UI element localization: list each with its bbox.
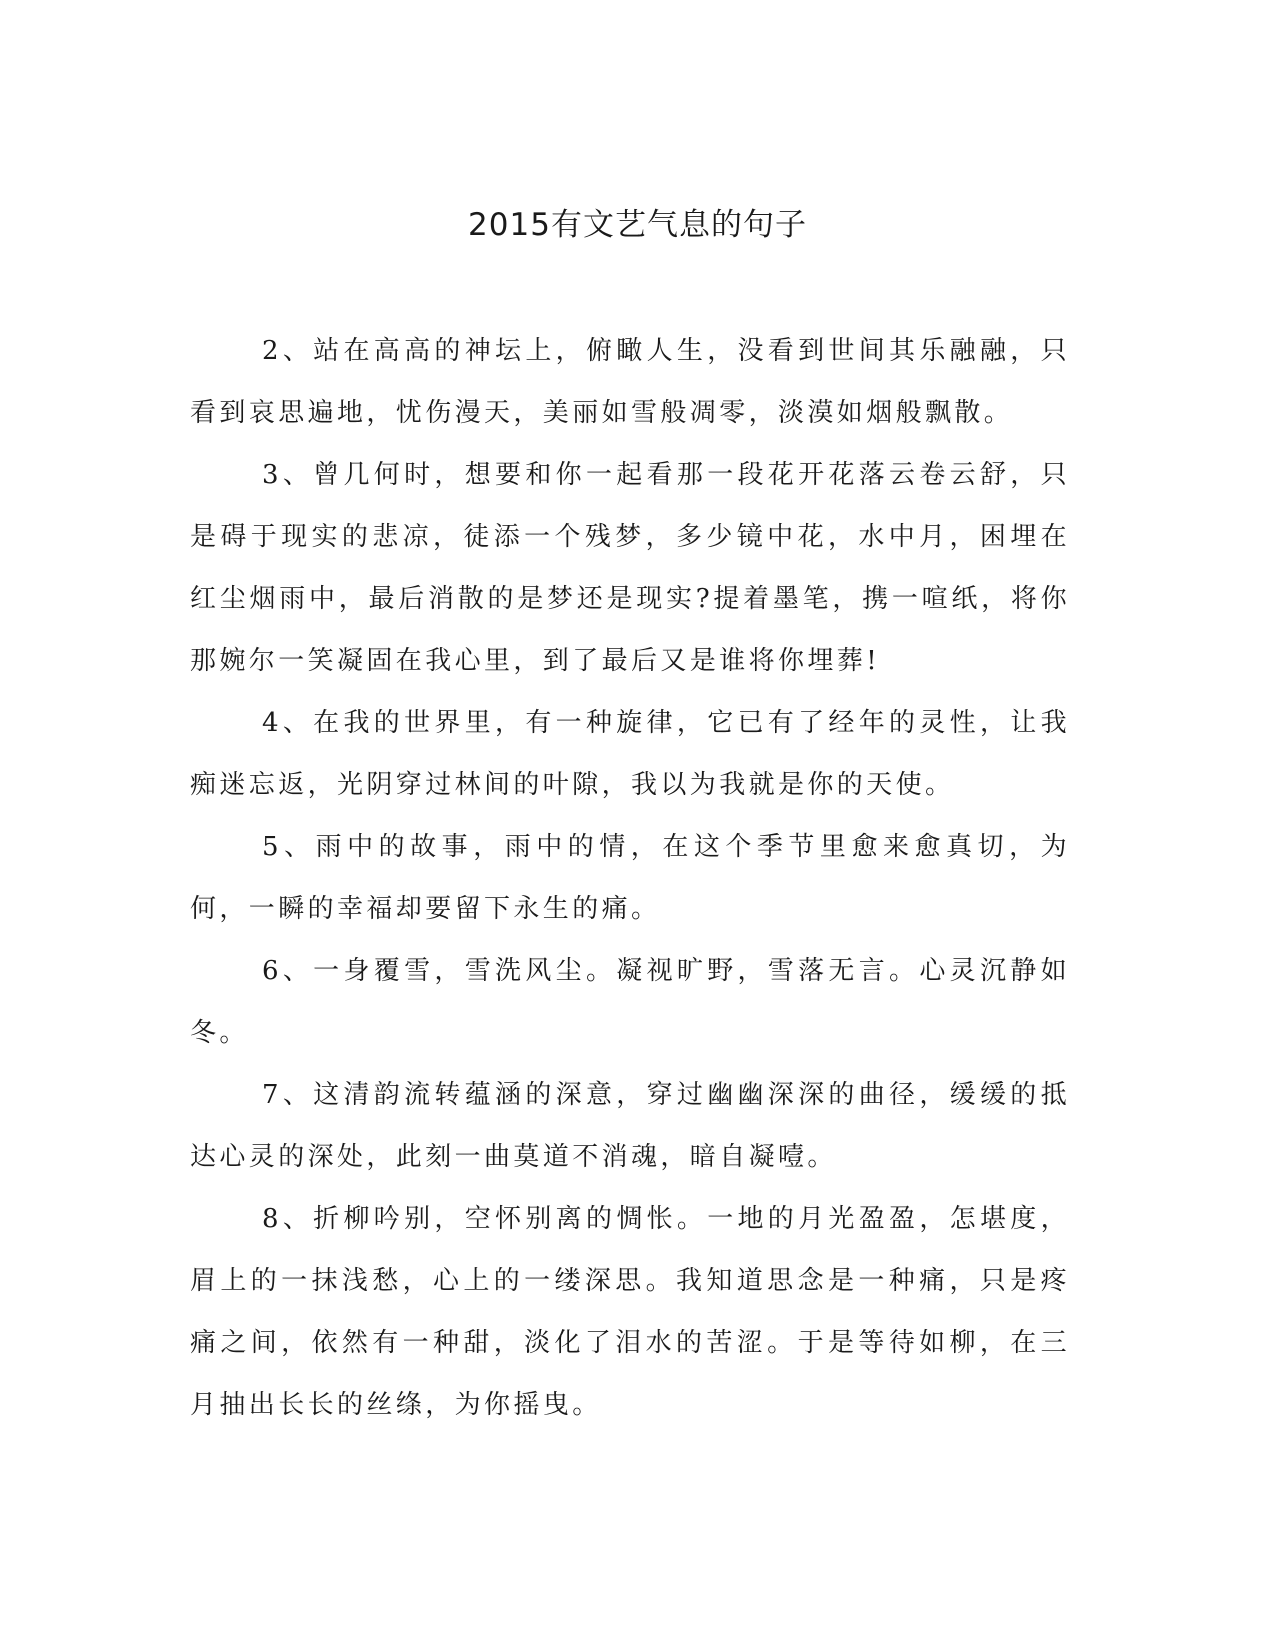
paragraph-8: 8、折柳吟别，空怀别离的惆怅。一地的月光盈盈，怎堪度，眉上的一抹浅愁，心上的一缕深思。我知道思念是一种痛，只是疼痛之间，依然有一种甜，淡化了泪水的苦涩。于是等待如柳，在三月抽出长长的丝绦，为你摇曳。 [190, 1204, 1070, 1420]
paragraph-4: 4、在我的世界里，有一种旋律，它已有了经年的灵性，让我痴迷忘返，光阴穿过林间的叶隙，我以为我就是你的天使。 [190, 708, 1070, 800]
paragraph-2: 2、站在高高的神坛上，俯瞰人生，没看到世间其乐融融，只看到哀思遍地，忧伤漫天，美丽如雪般凋零，淡漠如烟般飘散。 [190, 336, 1070, 428]
paragraph-6: 6、一身覆雪，雪洗风尘。凝视旷野，雪落无言。心灵沉静如冬。 [190, 956, 1070, 1048]
paragraph-7: 7、这清韵流转蕴涵的深意，穿过幽幽深深的曲径，缓缓的抵达心灵的深处，此刻一曲莫道不消魂，暗自凝噎。 [190, 1080, 1070, 1172]
document-title: 2015有文艺气息的句子 [468, 207, 807, 243]
paragraph-3: 3、曾几何时，想要和你一起看那一段花开花落云卷云舒，只是碍于现实的悲凉，徒添一个残梦，多少镜中花，水中月，困埋在红尘烟雨中，最后消散的是梦还是现实?提着墨笔，携一喧纸，将你那婉尔一笑凝固在我心里，到了最后又是谁将你埋葬! [190, 460, 1070, 676]
paragraph-5: 5、雨中的故事，雨中的情，在这个季节里愈来愈真切，为何，一瞬的幸福却要留下永生的痛。 [190, 832, 1070, 924]
document-body [190, 320, 1070, 1436]
